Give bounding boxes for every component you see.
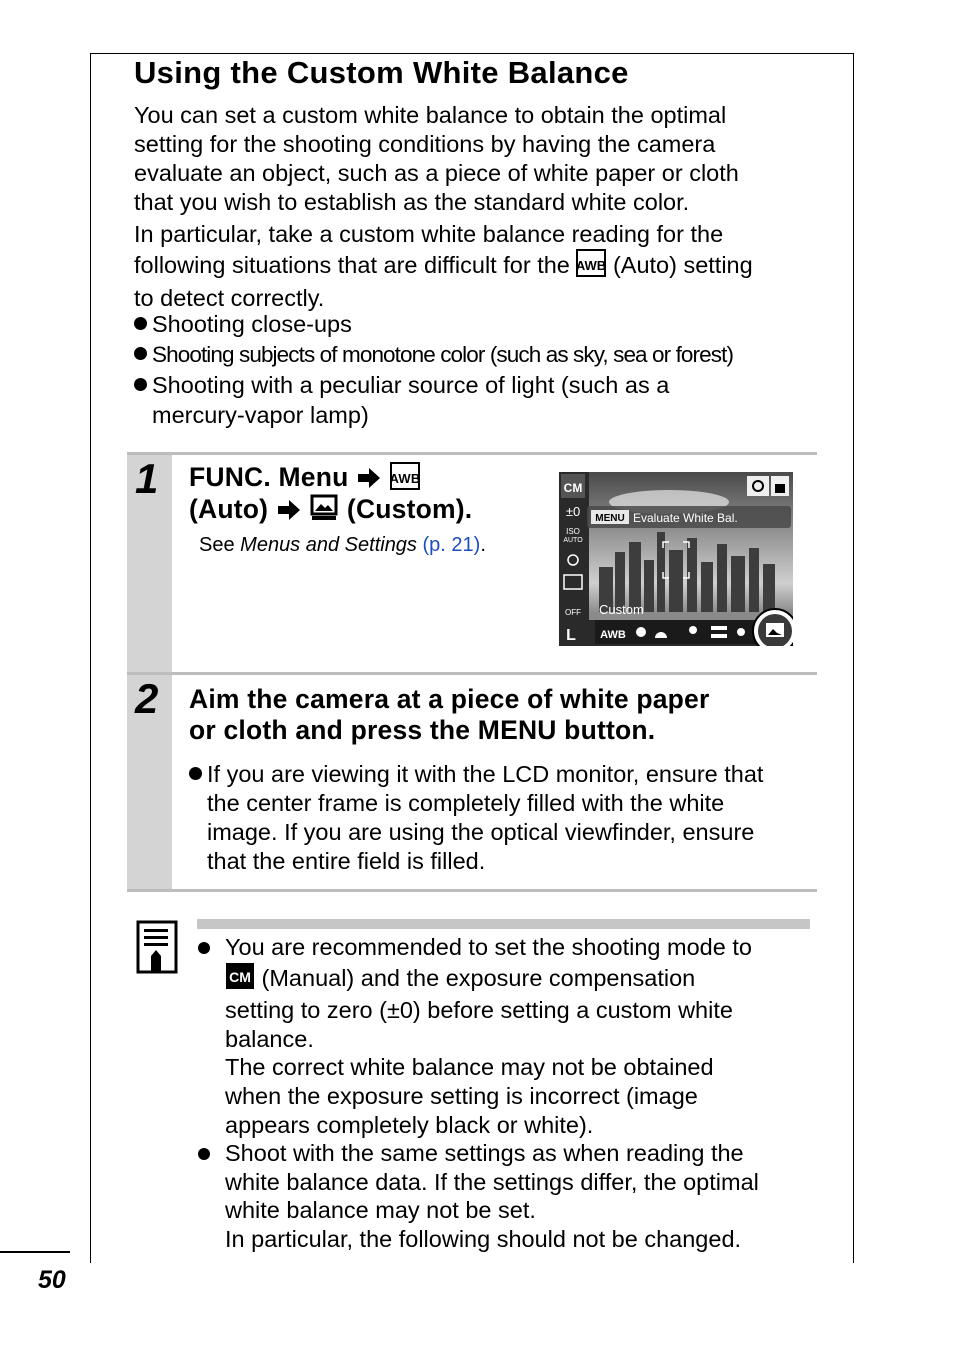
note-line: white balance may not be set. — [225, 1197, 536, 1224]
lcd-iso-top: ISO — [566, 527, 580, 536]
step-number: 1 — [135, 455, 159, 502]
bullet-dot — [198, 1148, 210, 1160]
page-number: 50 — [38, 1266, 66, 1294]
awb-icon — [576, 249, 606, 284]
bullet-text: If you are viewing it with the LCD monitor, ensure that — [207, 761, 764, 787]
menu-tag: MENU — [595, 513, 625, 524]
manual-mode-icon — [225, 962, 255, 997]
evaluate-label: Evaluate White Bal. — [633, 511, 738, 525]
intro-paragraph-2 — [134, 220, 753, 313]
step-divider — [127, 672, 817, 675]
bullet-dot — [189, 767, 202, 780]
bullet-text-continued: the center frame is completely filled with the white — [207, 790, 725, 816]
lcd-awb: AWB — [600, 629, 626, 641]
heading-text: FUNC. Menu — [189, 462, 349, 492]
page-frame-top — [90, 53, 854, 54]
bullet-text: Shooting subjects of monotone color (such as sky, sea or forest) — [152, 342, 734, 367]
section-title: Using the Custom White Balance — [134, 55, 629, 90]
see-reference — [199, 534, 486, 557]
bullet-dot — [134, 347, 147, 360]
bullet-text: Shooting with a peculiar source of light (such as a — [152, 372, 670, 398]
step-2 — [127, 672, 817, 890]
arrow-right-icon — [276, 498, 302, 529]
bullet-item — [134, 340, 733, 370]
lcd-top-right-icons — [747, 476, 789, 496]
step-2-bullet — [189, 760, 809, 876]
step-1-heading-line-2 — [189, 494, 472, 529]
note-item — [196, 933, 816, 1139]
intro-line: You can set a custom white balance to obtain the optimal — [134, 102, 727, 128]
svg-text:CM: CM — [563, 481, 583, 495]
note-line: appears completely black or white). — [225, 1111, 594, 1138]
page-number-rule — [0, 1251, 70, 1253]
note-line: balance. — [225, 1025, 314, 1052]
lcd-custom-label: Custom — [599, 602, 644, 617]
see-text: See — [199, 534, 241, 556]
see-text: . — [480, 534, 486, 556]
lcd-flash-off: OFF — [565, 608, 581, 617]
svg-text:AWB: AWB — [389, 471, 420, 486]
note-header-bar — [197, 919, 810, 929]
lcd-iso-bottom: AUTO — [563, 537, 583, 544]
step-2-heading-line-2: or cloth and press the MENU button. — [189, 715, 656, 745]
see-italic: Menus and Settings — [240, 534, 417, 556]
lcd-size: L — [566, 627, 576, 644]
note-line: In particular, the following should not be changed. — [225, 1225, 742, 1252]
intro-line: to detect correctly. — [134, 285, 325, 311]
intro-line: In particular, take a custom white balance reading for the — [134, 221, 724, 247]
bullet-text-continued: mercury-vapor lamp) — [152, 402, 369, 428]
note-text: (Manual) and the exposure compensation — [261, 964, 696, 991]
note-line: You are recommended to set the shooting mode to — [225, 934, 752, 960]
arrow-right-icon — [356, 466, 382, 497]
bullet-item — [134, 309, 352, 339]
intro-paragraph-1 — [134, 101, 739, 217]
bullet-dot — [134, 317, 147, 330]
intro-line: that you wish to establish as the standard white color. — [134, 189, 690, 215]
step-number: 2 — [135, 675, 159, 722]
step-2-bottom-rule — [127, 889, 817, 892]
custom-wb-icon — [309, 494, 339, 529]
bullet-dot — [134, 378, 147, 391]
note-item — [196, 1139, 816, 1253]
step-divider — [127, 452, 817, 455]
intro-line: evaluate an object, such as a piece of white paper or cloth — [134, 160, 739, 186]
bullet-item — [134, 370, 669, 430]
note-line: The correct white balance may not be obtained — [225, 1054, 714, 1081]
bullet-text: Shooting close-ups — [152, 311, 352, 337]
svg-text:AWB: AWB — [576, 258, 607, 273]
step-1 — [127, 452, 817, 672]
heading-text: (Custom). — [346, 494, 473, 524]
lcd-ev-value: ±0 — [565, 504, 581, 519]
awb-icon — [390, 462, 420, 497]
intro-line: setting for the shooting conditions by having the camera — [134, 131, 716, 157]
lcd-screen-illustration — [559, 472, 793, 646]
note-line: white balance data. If the settings differ, the optimal — [225, 1168, 759, 1195]
svg-text:CM: CM — [229, 968, 251, 985]
heading-text: (Auto) — [189, 494, 269, 524]
intro-text: (Auto) setting — [612, 252, 753, 278]
bullet-dot — [198, 942, 210, 954]
bullet-text-continued: that the entire field is filled. — [207, 848, 486, 874]
intro-line-with-icon — [134, 249, 753, 284]
note-line: setting to zero (±0) before setting a custom white — [225, 997, 733, 1024]
page-link[interactable]: (p. 21) — [422, 534, 481, 556]
intro-text: following situations that are difficult for the — [134, 252, 570, 278]
step-2-heading-line-1: Aim the camera at a piece of white paper — [189, 684, 710, 714]
note-icon — [136, 920, 178, 976]
page-frame-right — [853, 53, 854, 1263]
note-line-with-icon — [225, 962, 816, 997]
bullet-text-continued: image. If you are using the optical viewfinder, ensure — [207, 819, 755, 845]
step-1-heading-line-1 — [189, 462, 420, 497]
note-line: Shoot with the same settings as when reading the — [225, 1140, 744, 1167]
note-line: when the exposure setting is incorrect (image — [225, 1082, 698, 1109]
note-list — [196, 933, 816, 1254]
page-frame-left — [90, 53, 91, 1263]
